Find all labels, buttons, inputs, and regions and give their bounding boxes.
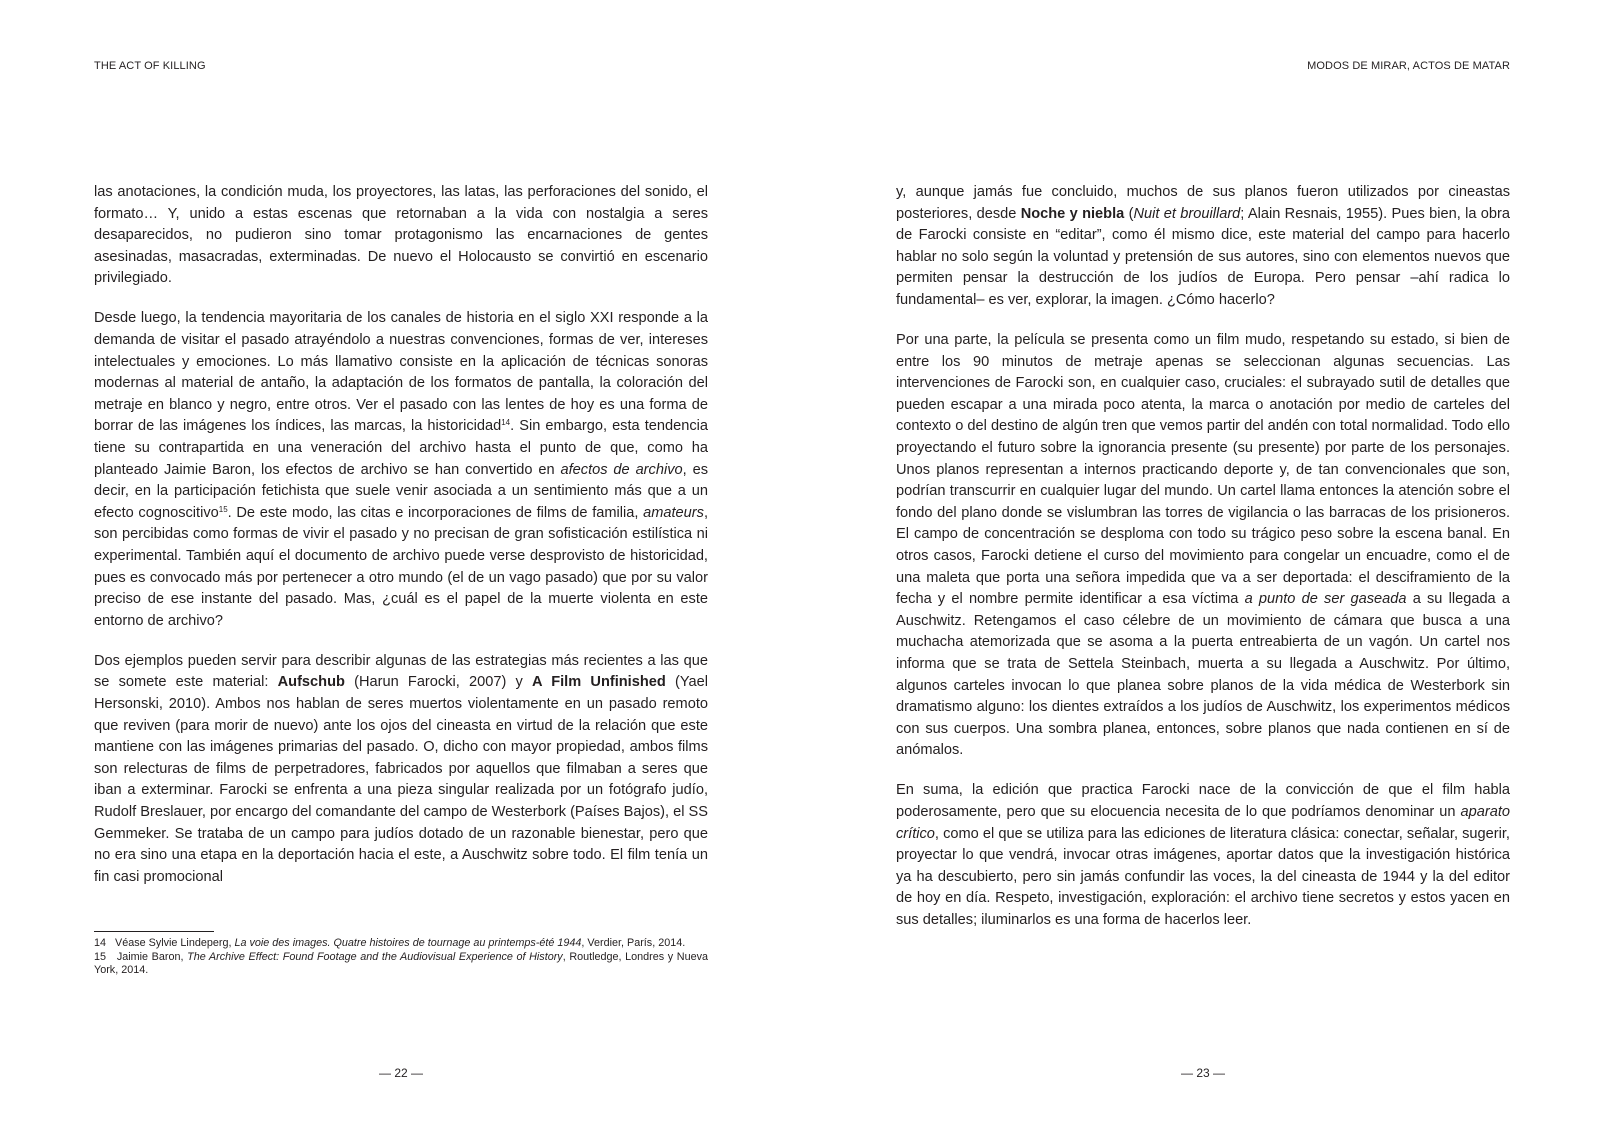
footnote-15	[94, 951, 708, 978]
text-run: , es decir, en la participación fetichista que suele venir asociada a un sentimiento más que a un efecto cognoscitivo	[94, 461, 708, 521]
italic-term: a punto de ser gaseada	[1244, 591, 1407, 608]
text-run: Desde luego, la tendencia mayoritaria de los canales de historia en el siglo XXI responde a la demanda de visitar el pasado atrayéndolo a nuestras convenciones, formas de ver, intereses intelectuales y emociones. Lo más llamativo consiste en la aplicación de técnicas sonoras modernas al material de antaño, la adaptación de los formatos de pantalla, la coloración del metraje en blanco y negro, entre otros. Ver el pasado con las lentes de hoy es una forma de borrar de las imágenes los índices, las marcas, la historicidad	[94, 310, 708, 435]
film-title-noche-y-niebla: Noche y niebla	[1020, 205, 1125, 222]
text-run: (Yael Hersonski, 2010). Ambos nos hablan de seres muertos violentamente en un pasado remoto que reviven (para morir de nuevo) ante los ojos del cineasta en virtud de la relación que este mantiene con las imágenes primarias del pasado. O, dicho con mayor propiedad, ambos films son relecturas de films de perpetradores, fabricados por aquellos que filmaban a seres que iban a exterminar. Farocki se enfrenta a una pieza singular realizada por un fotógrafo judío, Rudolf Breslauer, por encargo del comandante del campo de Westerbork (Países Bajos), el SS Gemmeker. Se trataba de un campo para judíos dotado de un razonable bienestar, pero que no era sino una etapa en la deportación hacia el este, a Auschwitz sobre todo. El film tenía un fin casi promocional	[94, 674, 708, 885]
text-run: Jaimie Baron,	[116, 950, 188, 963]
text-run: a su llegada a Auschwitz. Retengamos el caso célebre de un movimiento de cámara que busca a una muchacha atemorizada que se asoma a la puerta entreabierta de un vagón. Un cartel nos informa que se trata de Settela Steinbach, muerta a su llegada a Auschwitz. Por último, algunos carteles invocan lo que planea sobre planos de la vida médica de Westerbork sin dramatismo alguno: los dientes extraídos a los judíos de Auschwitz, los experimentos médicos con sus cuerpos. Una sombra planea, entonces, sobre planos que nada contienen en sí de anómalos.	[896, 591, 1510, 759]
footnote-number: 14	[94, 937, 107, 949]
text-run: , Verdier, París, 2014.	[581, 937, 686, 949]
footnote-number: 15	[94, 950, 107, 963]
film-title-a-film-unfinished: A Film Unfinished	[532, 674, 666, 691]
footnote-14	[94, 937, 708, 951]
left-paragraph-3	[94, 651, 708, 889]
text-run: ; Alain Resnais, 1955). Pues bien, la obra de Farocki consiste en “editar”, como él mismo dice, este material del campo para hacerlo hablar no solo según la voluntad y pretensión de sus autores, sino con elementos nuevos que permiten pensar la destrucción de los judíos de Europa. Pero pensar –ahí radica lo fundamental– es ver, explorar, la imagen. ¿Cómo hacerlo?	[896, 205, 1510, 308]
footnotes	[94, 937, 708, 978]
text-run: , como el que se utiliza para las ediciones de literatura clásica: conectar, señalar, sugerir, proyectar lo que vendrá, invocar otras imágenes, aportar datos que la investigación histórica ya ha descubierto, pero sin jamás confundir las voces, la del cineasta de 1944 y la del editor de hoy en día. Respeto, investigación, exploración: el archivo tiene secretos y estos yacen en sus detalles; iluminarlos es una forma de hacerlos leer.	[896, 825, 1510, 928]
film-title-aufschub: Aufschub	[277, 674, 345, 691]
page-number-right: — 23 —	[1180, 1066, 1225, 1080]
right-body-text	[896, 182, 1510, 950]
text-run: Véase Sylvie Lindeperg,	[115, 937, 235, 949]
left-page	[94, 0, 708, 1129]
right-page	[896, 0, 1510, 1129]
text-run: En suma, la edición que practica Farocki nace de la convicción de que el film habla poderosamente, pero que su elocuencia necesita de lo que podríamos denominar un	[896, 782, 1510, 821]
text-run: Dos ejemplos pueden servir para describir algunas de las estrategias más recientes a las que se somete este material:	[94, 652, 708, 691]
text-run: . De este modo, las citas e incorporaciones de films de familia,	[227, 504, 644, 521]
right-paragraph-3	[896, 780, 1510, 931]
text-run: . Sin embargo, esta tendencia tiene su contrapartida en una veneración del archivo hasta el punto de que, como ha planteado Jaimie Baron, los efectos de archivo se han convertido en	[94, 418, 708, 478]
italic-title: La voie des images. Quatre histoires de tournage au printemps-été 1944	[234, 937, 582, 949]
italic-term: amateurs	[643, 504, 704, 521]
running-head-right: MODOS DE MIRAR, ACTOS DE MATAR	[1307, 60, 1510, 72]
italic-title: Nuit et brouillard	[1133, 205, 1241, 222]
footnote-ref-14: 14	[501, 418, 511, 428]
right-paragraph-2	[896, 330, 1510, 762]
running-head-left: THE ACT OF KILLING	[94, 60, 206, 72]
italic-term: afectos de archivo	[560, 461, 683, 478]
text-run: y, aunque jamás fue concluido, muchos de sus planos fueron utilizados por cineastas posteriores, desde	[896, 184, 1510, 222]
text-run: , son percibidas como formas de vivir el pasado y no precisan de gran sofisticación estilística ni experimental. También aquí el documento de archivo puede verse desprovisto de historicidad, pues es convocado más por pertenecer a otro mundo (el de un vago pasado) que por su valor preciso de ese instante del pasado. Mas, ¿cuál es el papel de la muerte violenta en este entorno de archivo?	[94, 504, 709, 629]
footnote-ref-15: 15	[218, 504, 228, 514]
left-paragraph-1: las anotaciones, la condición muda, los proyectores, las latas, las perforaciones del sonido, el formato… Y, unido a estas escenas que retornaban a la vida con nostalgia a seres desaparecidos, no pudieron sino tomar protagonismo las encarnaciones de gentes asesinadas, masacradas, exterminadas. De nuevo el Holocausto se convirtió en escenario privilegiado.	[94, 184, 708, 287]
text-run: , Routledge, Londres y Nueva York, 2014.	[94, 950, 708, 977]
italic-title: The Archive Effect: Found Footage and the Audiovisual Experience of History	[187, 950, 563, 963]
left-body-text	[94, 182, 708, 907]
text-run: (Harun Farocki, 2007) y	[344, 674, 533, 691]
text-run: Por una parte, la película se presenta como un film mudo, respetando su estado, si bien de entre los 90 minutos de metraje apenas se seleccionan algunas secuencias. Las intervenciones de Farocki son, en cualquier caso, cruciales: el subrayado sutil de detalles que pueden escapar a una mirada poco atenta, la marca o anotación por medio de carteles del contexto o del destino de algún tren que vemos partir del andén con total normalidad. Todo ello proyectando el futuro sobre la ignorancia presente (su presente) por parte de los personajes. Unos planos representan a internos practicando deporte y, de tan convencionales que son, podrían transcurrir en cualquier lugar del mundo. Un cartel llama entonces la atención sobre el fondo del plano donde se vislumbran las torres de vigilancia o las barracas de los prisioneros. El campo de concentración se desploma con todo su trágico peso sobre la escena banal. En otros casos, Farocki detiene el curso del movimiento para congelar un encuadre, como el de una maleta que porta una señora impedida que va a ser deportada: el desciframiento de la fecha y el nombre permite identificar a esa víctima	[896, 332, 1510, 608]
italic-term: aparato crítico	[896, 804, 1510, 842]
footnote-divider	[94, 931, 214, 932]
left-paragraph-2	[94, 308, 708, 632]
right-paragraph-1	[896, 182, 1510, 312]
page-number-left: — 22 —	[378, 1066, 423, 1080]
text-run: (	[1124, 205, 1134, 222]
